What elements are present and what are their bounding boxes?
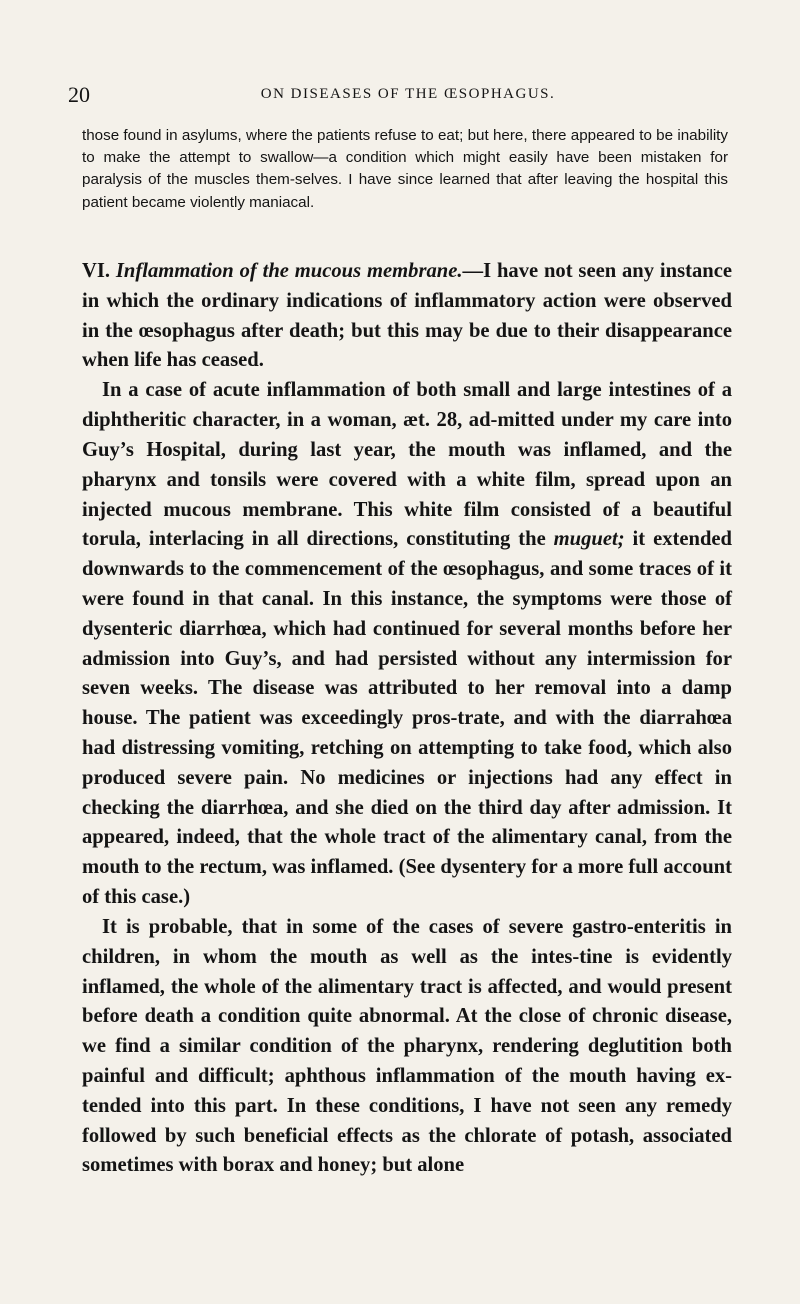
running-title: ON DISEASES OF THE ŒSOPHAGUS. — [260, 86, 556, 102]
section-paragraph — [82, 257, 732, 376]
continuation-paragraph: those found in asylums, where the patients refuse to eat; but here, there appeared to be inability to make the attempt to swallow—a condition which might easily have been mistaken for paralysis of the muscles them-selves. I have since learned that after leaving the hospital this patient became violently maniacal. — [82, 127, 728, 211]
section-number: VI. — [82, 260, 111, 282]
continued-case-text — [82, 125, 728, 214]
section-opening: —I have not seen any instance in which the ordinary indications of inflammatory action were observed in the œsophagus after death; but this may be due to their disappearance when life has ceased. — [82, 260, 732, 372]
gastro-enteritis-paragraph: It is probable, that in some of the cases of severe gastro-enteritis in children, in whom the mouth as well as the intes-tine is evidently inflamed, the whole of the alimentary tract is affected, and would present before death a condition quite abnormal. At the close of chronic disease, we find a similar condition of the pharynx, rendering deglutition both painful and difficult; aphthous inflammation of the mouth having ex-tended into this part. In these conditions, I have not seen any remedy followed by such beneficial effects as the chlorate of potash, associated sometimes with borax and honey; but alone — [82, 915, 732, 1177]
case-paragraph — [82, 376, 732, 913]
running-head — [68, 82, 728, 108]
case-text-after: it extended downwards to the commencement of the œsophagus, and some traces of it were found in that canal. In this instance, the symptoms were those of dysenteric diarrhœa, which had continued for several months before her admission into Guy’s, and had persisted without any intermission for seven weeks. The disease was attributed to her removal into a damp house. The patient was exceedingly pros-trate, and with the diarrahœa had distressing vomiting, retching on attempting to take food, which also produced severe pain. No medicines or injections had any effect in checking the diarrhœa, and she died on the third day after admission. It appeared, indeed, that the whole tract of the alimentary canal, from the mouth to the rectum, was inflamed. (See dysentery for a more full account of this case.) — [82, 528, 733, 909]
page-number: 20 — [68, 82, 90, 107]
case-text-before: In a case of acute inflammation of both small and large intestines of a diphtheritic character, in a woman, æt. 28, ad-mitted under my care into Guy’s Hospital, during last year, the mouth was inflamed, and the pharynx and tonsils were covered with a white film, spread upon an injected mucous membrane. This white film consisted of a beautiful torula, interlacing in all directions, constituting the — [82, 379, 732, 551]
body-text — [82, 257, 732, 1181]
muguet-term: muguet; — [553, 528, 625, 551]
section-title: Inflammation of the mucous membrane. — [115, 260, 463, 282]
